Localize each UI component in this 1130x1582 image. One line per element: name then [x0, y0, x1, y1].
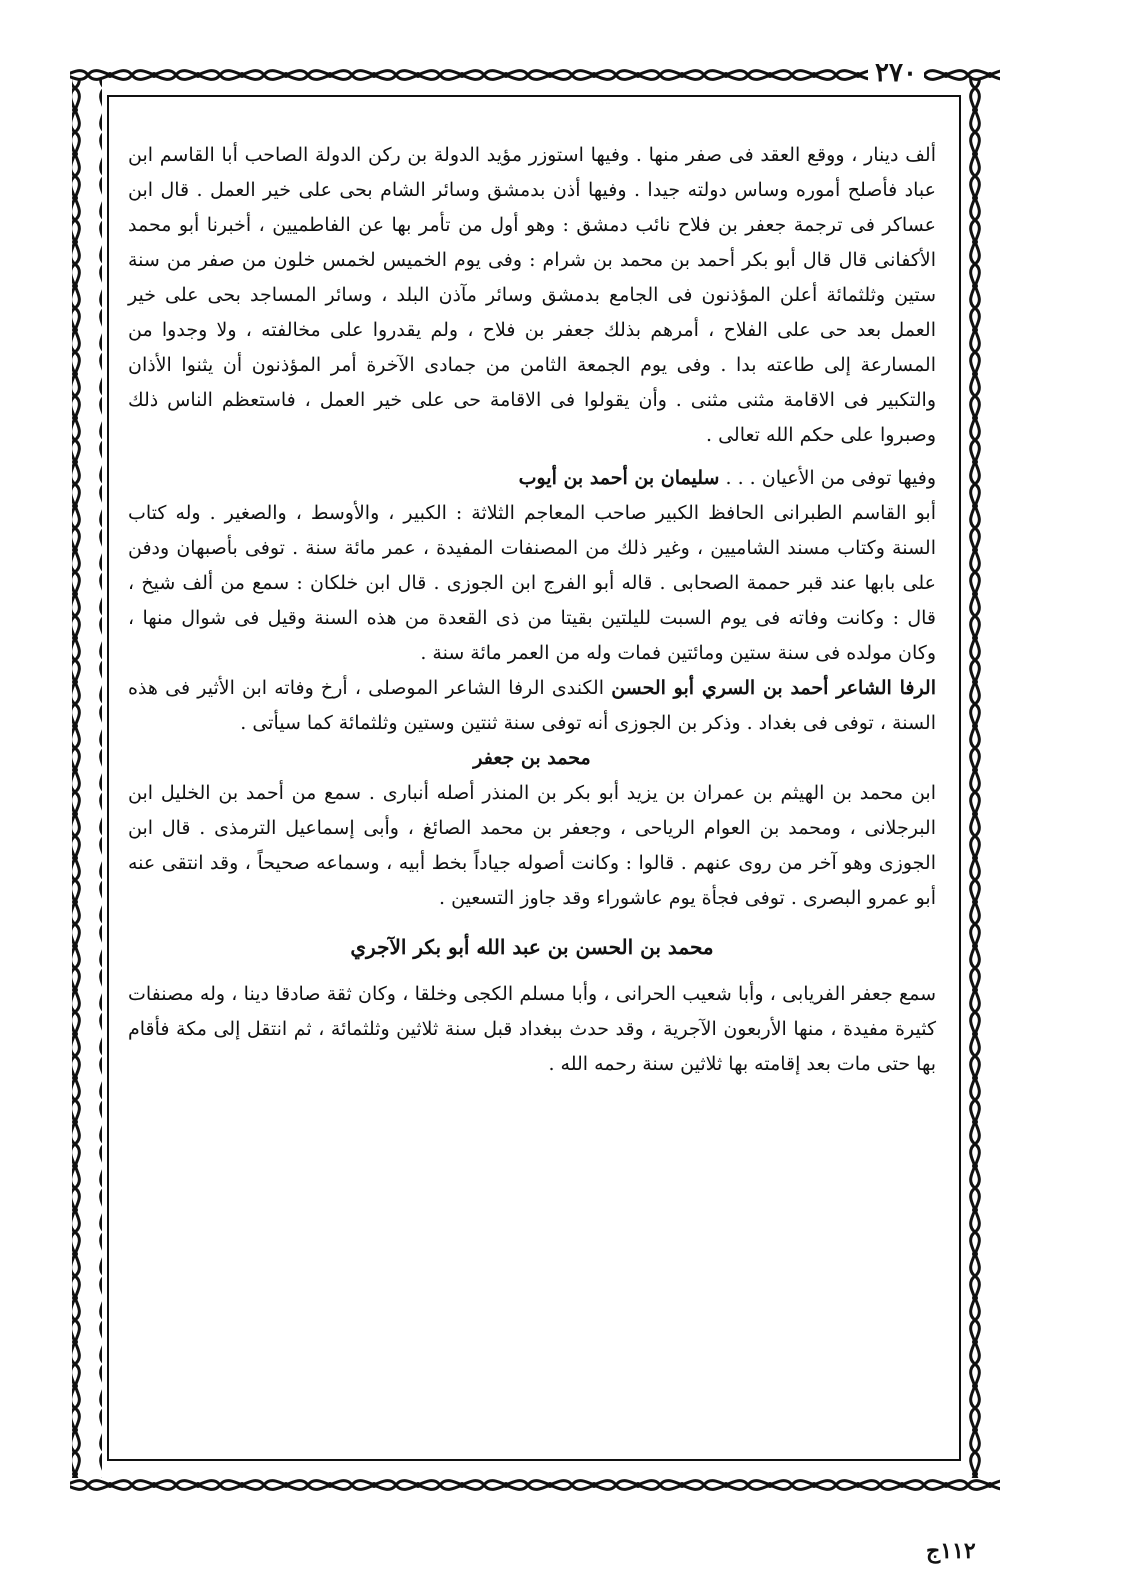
border-right: [966, 78, 996, 1478]
paragraph: ابن محمد بن الهيثم بن عمران بن يزيد أبو بكر بن المنذر أصله أنبارى . سمع من أحمد بن الخليل ابن البرجلانى ، ومحمد بن العوام الرياحى ، وجعفر بن محمد الصائغ ، وأبى إسماعيل الترمذى . قال ابن الجوزى وهو آخر من روى عنهم . قالوا : وكانت أصوله جياداً بخط أبيه ، وسماعه صحيحاً ، وقد انتقى عنه أبو عمرو البصرى . توفى فجأة يوم عاشوراء وقد جاوز التسعين .: [128, 782, 936, 909]
section-alrafa: [128, 671, 936, 741]
border-bottom: [70, 1468, 1000, 1498]
page-number: ٢٧٠: [868, 58, 924, 88]
paragraph: سمع جعفر الفريابى ، وأبا شعيب الحرانى ، وأبا مسلم الكجى وخلقا ، وكان ثقة صادقا دينا ، وله مصنفات كثيرة مفيدة ، منها الأربعون الآجرية ، وقد حدث ببغداد قبل سنة ثلاثين وثلثمائة ، ثم انتقل إلى مكة فأقام بها حتى مات بعد إقامته بها ثلاثين سنة رحمه الله .: [128, 983, 936, 1075]
section-intro: وفيها توفى من الأعيان . . .: [725, 467, 936, 489]
section-heading: محمد بن الحسن بن عبد الله أبو بكر الآجري: [350, 935, 714, 959]
section-heading: محمد بن جعفر: [473, 747, 591, 769]
paragraph: ألف دينار ، ووقع العقد فى صفر منها . وفيها استوزر مؤيد الدولة بن ركن الدولة الصاحب أبا القاسم ابن عباد فأصلح أموره وساس دولته جيدا . وفيها أذن بدمشق وسائر الشام بحى على خير العمل . قال ابن عساكر فى ترجمة جعفر بن فلاح نائب دمشق : وهو أول من تأمر بها عن الفاطميين ، أخبرنا أبو محمد الأكفانى قال قال أبو بكر أحمد بن محمد بن شرام : وفى يوم الخميس لخمس خلون من صفر من سنة ستين وثلثمائة أعلن المؤذنون فى الجامع بدمشق وسائر مآذن البلد ، وسائر المساجد بحى على خير العمل بعد حى على الفلاح ، أمرهم بذلك جعفر بن فلاح ، ولم يقدروا على مخالفته ، ولا وجدوا من المسارعة إلى طاعته بدا . وفى يوم الجمعة الثامن من جمادى الآخرة أمر المؤذنون أن يثنوا الأذان والتكبير فى الاقامة مثنى مثنى . وأن يقولوا فى الاقامة حى على خير العمل ، فاستعظم الناس ذلك وصبروا على حكم الله تعالى .: [128, 144, 936, 446]
paragraph: أبو القاسم الطبرانى الحافظ الكبير صاحب المعاجم الثلاثة : الكبير ، والأوسط ، والصغير . وله كتاب السنة وكتاب مسند الشاميين ، وغير ذلك من المصنفات المفيدة ، عمر مائة سنة . توفى بأصبهان ودفن على بابها عند قبر حممة الصحابى . قاله أبو الفرج ابن الجوزى . قال ابن خلكان : سمع من ألف شيخ ، قال : وكانت وفاته فى يوم السبت لليلتين بقيتا من ذى القعدة من هذه السنة وقيل فى شوال منها ، وكان مولده فى سنة ستين ومائتين فمات وله من العمر مائة سنة .: [128, 502, 936, 664]
person-name: سليمان بن أحمد بن أيوب: [518, 467, 720, 489]
section-deaths: [128, 461, 936, 496]
border-left: [72, 78, 102, 1478]
person-name: الرفا الشاعر أحمد بن السري أبو الحسن: [611, 677, 936, 699]
signature-mark: ١١٢ج: [926, 1538, 976, 1564]
paragraph: الكندى الرفا الشاعر الموصلى ، أرخ وفاته ابن الأثير فى هذه السنة ، توفى فى بغداد . وذكر بن الجوزى أنه توفى سنة ثنتين وستين وثلثمائة كما سيأتى .: [128, 677, 936, 734]
border-top: [70, 58, 1000, 88]
page-text: [128, 138, 936, 1082]
